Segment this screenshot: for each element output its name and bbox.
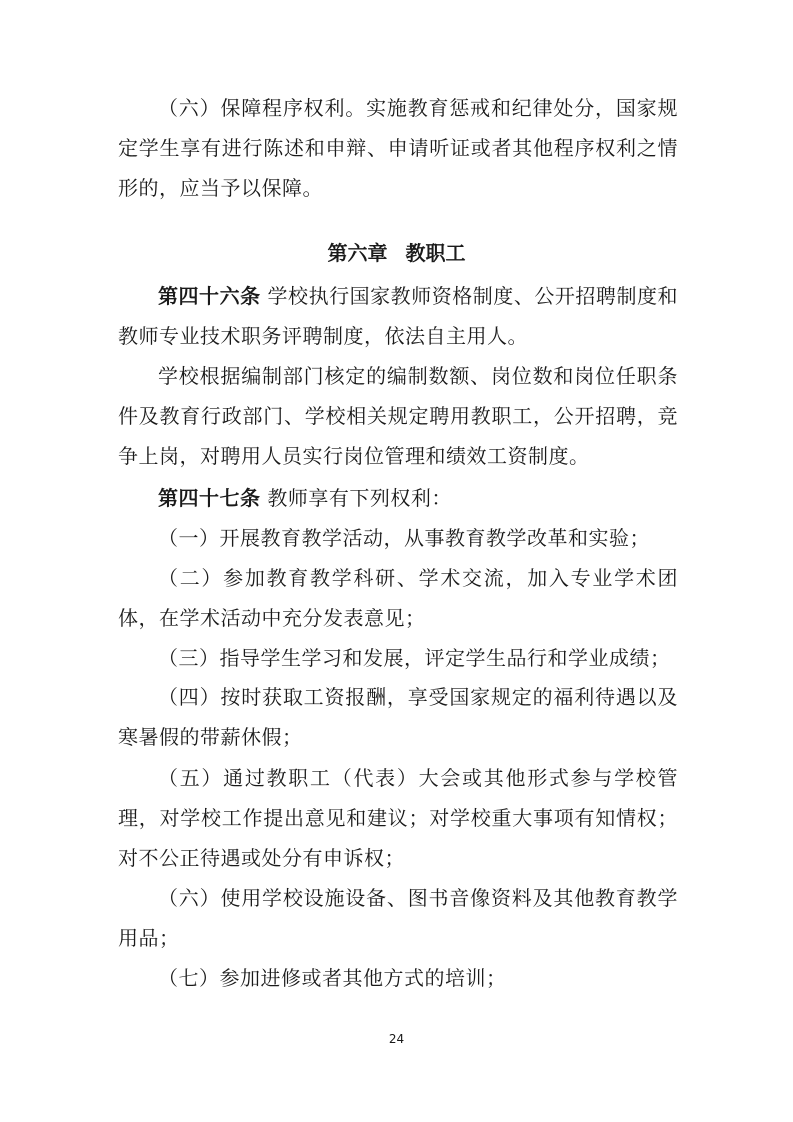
list-item-1: （一）开展教育教学活动，从事教育教学改革和实验； (158, 526, 650, 550)
article-46-label: 第四十六条 (158, 284, 261, 308)
list-item-3: （三）指导学生学习和发展，评定学生品行和学业成绩； (158, 646, 671, 670)
paragraph-hiring: 学校根据编制部门核定的编制数额、岗位数和岗位任职条件及教育行政部门、学校相关规定聘用教职工，公开招聘，竞争上岗，对聘用人员实行岗位管理和绩效工资制度。 (118, 364, 678, 468)
chapter-number: 第六章 (327, 241, 388, 265)
article-47-label: 第四十七条 (158, 486, 261, 510)
chapter-heading (0, 238, 793, 268)
article-47 (118, 478, 678, 518)
list-item-4: （四）按时获取工资报酬，享受国家规定的福利待遇以及寒暑假的带薪休假； (118, 685, 678, 749)
chapter-title: 教职工 (405, 241, 466, 265)
article-46-text: 学校执行国家教师资格制度、公开招聘制度和教师专业技术职务评聘制度，依法自主用人。 (118, 284, 679, 348)
article-47-text: 教师享有下列权利： (260, 486, 452, 510)
list-item-7: （七）参加进修或者其他方式的培训； (158, 966, 507, 990)
page-number: 24 (388, 1032, 405, 1046)
list-item-5: （五）通过教职工（代表）大会或其他形式参与学校管理，对学校工作提出意见和建议；对学校重大事项有知情权；对不公正待遇或处分有申诉权； (118, 766, 678, 870)
list-item-2: （二）参加教育教学科研、学术交流，加入专业学术团体，在学术活动中充分发表意见； (118, 566, 678, 630)
list-item-6: （六）使用学校设施设备、图书音像资料及其他教育教学用品； (118, 886, 678, 950)
article-46 (118, 276, 678, 356)
paragraph-procedural-rights: （六）保障程序权利。实施教育惩戒和纪律处分，国家规定学生享有进行陈述和申辩、申请听证或者其他程序权利之情形的，应当予以保障。 (118, 96, 678, 200)
